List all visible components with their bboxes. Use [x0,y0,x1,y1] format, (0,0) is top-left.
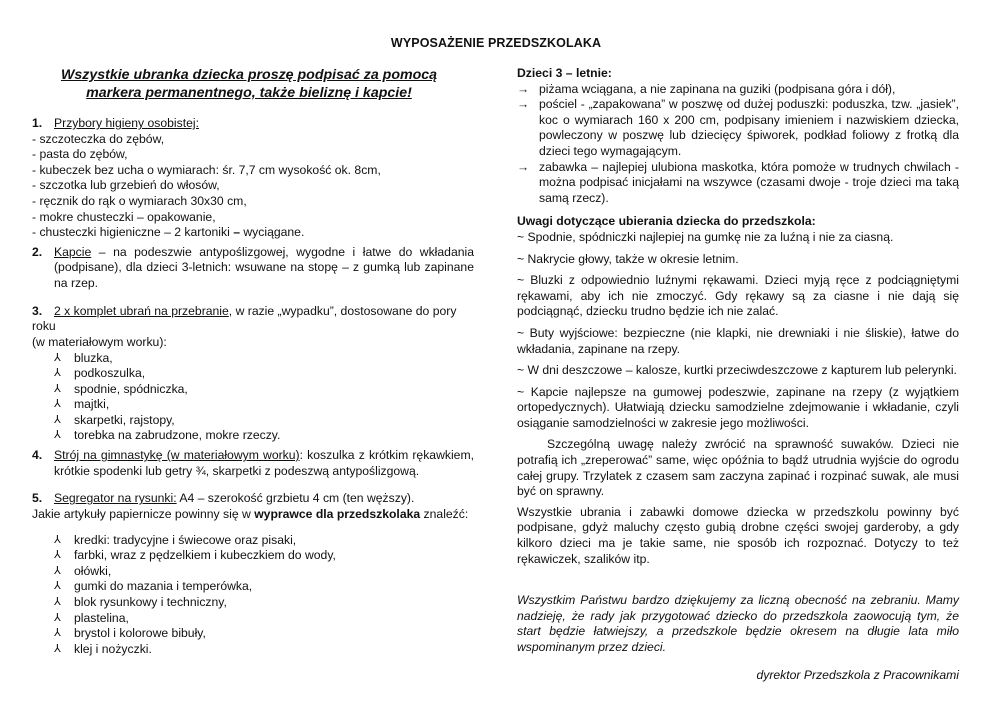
triangle-bullet-icon: ⅄ [54,580,61,593]
list-item [54,533,474,549]
list-item: - mokre chusteczki – opakowanie, [32,209,216,224]
section-slippers: 2. Kapcie – na podeszwie antypoślizgowej, wygodne i łatwe do wkładania (podpisane), dla dzieci 3-letnich: wsuwane na stopę – z gumką lub zapinane na rzep. [32,244,474,290]
list-item: - szczoteczka do zębów, [32,131,165,146]
arrow-bullet-icon: → [517,159,530,174]
note-item: ~ Buty wyjściowe: bezpieczne (nie klapki, nie drewniaki i nie śliskie), łatwe do wkładania, zapinane na rzepy. [517,325,959,356]
section-clothes: 3. 2 x komplet ubrań na przebranie, w razie „wypadku”, dostosowane do pory roku (w materiałowym worku): ⅄ bluzka, ⅄ podkoszulka, ⅄ spodnie, spódniczka, ⅄ majtki, ⅄ skarpetki, rajstopy, ⅄ torebka na zabrudzone, mokre rzeczy. [32,304,474,444]
nap-items-list [517,82,959,207]
triangle-bullet-icon: ⅄ [54,398,61,411]
stationery-list [32,533,474,658]
arrow-bullet-icon: → [517,97,530,112]
triangle-bullet-icon: ⅄ [54,627,61,640]
list-item-text: pościel - „zapakowana” w poszwę od dużej poduszki: poduszka, tzw. „jasiek”, koc o wymiarach 160 x 200 cm, podpisany imieniem i nazwiskiem dziecka, powleczony w poszwę lub dziecięcy śpiworek, podkład foliowy z frotką dla dzieci tego wymagającym. [539,97,959,158]
list-item [54,642,474,658]
dressing-notes [517,230,959,432]
triangle-bullet-icon: ⅄ [54,642,61,655]
notes-heading: Uwagi dotyczące ubierania dziecka do przedszkola: [517,214,816,229]
list-item-text: bluzka, [74,350,113,365]
list-item: - szczotka lub grzebień do włosów, [32,178,220,193]
list-item [517,160,959,207]
list-item [54,413,474,429]
hygiene-list [32,132,474,226]
triangle-bullet-icon: ⅄ [54,367,61,380]
section-heading: Przybory higieny osobistej: [54,116,199,130]
clothes-list [32,351,474,445]
list-item [54,579,474,595]
list-item: - ręcznik do rąk o wymiarach 30x30 cm, [32,193,247,208]
triangle-bullet-icon: ⅄ [54,564,61,577]
list-item [54,382,474,398]
list-item [54,366,474,382]
list-item [54,595,474,611]
list-item-text: skarpetki, rajstopy, [74,412,175,427]
list-item [54,351,474,367]
list-item [54,428,474,444]
list-item-text: blok rysunkowy i techniczny, [74,595,227,609]
triangle-bullet-icon: ⅄ [54,382,61,395]
list-item [517,82,959,98]
section-number: 1. [32,116,43,130]
list-item-text: klej i nożyczki. [74,641,152,656]
thanks-paragraph: Wszystkim Państwu bardzo dziękujemy za liczną obecność na zebraniu. Mamy nadzieję, że rady jak przygotować dziecko do przedszkola zaowocują tym, że start będzie łatwiejszy, a przedszkole będzie okresem na długie lata miło wspominanym przez dzieci. [517,593,959,654]
section-heading: Strój na gimnastykę (w materiałowym worku) [54,448,300,463]
list-item: - kubeczek bez ucha o wymiarach: śr. 7,7 cm wysokość ok. 8cm, [32,162,381,177]
list-item-text: spodnie, spódniczka, [74,381,188,396]
list-item-text: farbki, wraz z pędzelkiem i kubeczkiem do wody, [74,548,336,563]
list-item [54,397,474,413]
list-item [54,548,474,564]
section-heading: 2 x komplet ubrań na przebranie [54,303,229,318]
notice-heading: Wszystkie ubranka dziecka proszę podpisać za pomocą markera permanentnego, także bieliznę i kapcie! [60,67,438,101]
list-item [54,611,474,627]
list-item [54,626,474,642]
triangle-bullet-icon: ⅄ [54,351,61,364]
list-item-text: torebka na zabrudzone, mokre rzeczy. [74,428,281,443]
triangle-bullet-icon: ⅄ [54,413,61,426]
section-heading: Kapcie [54,244,92,259]
note-item: ~ Nakrycie głowy, także w okresie letnim. [517,251,739,266]
triangle-bullet-icon: ⅄ [54,549,61,562]
articles-intro: Jakie artykuły papiernicze powinny się w wyprawce dla przedszkolaka znaleźć: [32,507,469,522]
list-item [517,97,959,159]
list-item-text: majtki, [74,397,110,412]
list-item [54,564,474,580]
triangle-bullet-icon: ⅄ [54,611,61,624]
page-title: WYPOSAŻENIE PRZEDSZKOLAKA [390,36,602,50]
list-item-text: plastelina, [74,610,129,625]
arrow-bullet-icon: → [517,81,530,96]
section-gym: 4. Strój na gimnastykę (w materiałowym worku): koszulka z krótkim rękawkiem, krótkie spodenki lub getry ¾, skarpetki z podeszwą antypoślizgową. [32,448,474,478]
note-item: ~ Bluzki z odpowiednio luźnymi rękawami. Dzieci myją ręce z podciągniętymi rękawami, aby ich nie zmoczyć. Gdy rękawy są za ciasne i nie dają się podciągnąć, dziecku trudno będzie ich nie zalać. [517,273,959,319]
section-folder: 5. Segregator na rysunki: A4 – szerokość grzbietu 4 cm (ten węższy). [32,491,415,506]
list-item-text: ołówki, [74,563,112,578]
list-item-text: kredki: tradycyjne i świecowe oraz pisaki, [74,532,297,547]
zipper-paragraph: Szczególną uwagę należy zwrócić na sprawność suwaków. Dzieci nie potrafią ich „zreperować” same, więc opóźnia to bądź utrudnia wyjście do ogrodu całej grupy. Trzylatek z czasem sam zaczyna zapinać i rozpinać suwak, ale musi być on sprawny. [517,437,959,499]
list-item-text: podkoszulka, [74,366,146,381]
list-item-text: zabawka – najlepiej ulubiona maskotka, która pomoże w trudnych chwilach - można podpisać inicjałami na wszywce (czasami dwoje - troje dzieci ma taką samą rzecz). [539,159,959,205]
kids-heading: Dzieci 3 – letnie: [517,66,612,80]
list-item-text: brystol i kolorowe bibuły, [74,626,206,641]
section-heading: Segregator na rysunki: [54,491,177,506]
list-item: - chusteczki higieniczne – 2 kartoniki – wyciągane. [32,225,305,240]
note-item: ~ W dni deszczowe – kalosze, kurtki przeciwdeszczowe z kapturem lub pelerynki. [517,363,957,378]
triangle-bullet-icon: ⅄ [54,596,61,608]
list-item-text: gumki do mazania i temperówka, [74,579,253,594]
note-item: ~ Kapcie najlepsze na gumowej podeszwie, zapinane na rzepy (z wyjątkiem ortopedycznych). Ułatwiają dziecku samodzielne zdejmowanie i wkładanie, czyli osiąganie samodzielności w zakresie jego możliwości. [517,384,959,430]
labels-paragraph: Wszystkie ubrania i zabawki domowe dziecka w przedszkolu powinny być podpisane, gdyż maluchy często gubią drobne części swojej garderoby, a gdy kilkoro dzieci ma je takie same, nie sposób ich rozpoznać. Dotyczy to też rękawiczek, szalików itp. [517,504,959,566]
list-item-text: piżama wciągana, a nie zapinana na guziki (podpisana góra i dół), [539,81,896,96]
triangle-bullet-icon: ⅄ [54,429,61,442]
note-item: ~ Spodnie, spódniczki najlepiej na gumkę nie za luźną i nie za ciasną. [517,229,894,244]
list-item: - pasta do zębów, [32,147,128,162]
left-column [32,66,474,657]
signature: dyrektor Przedszkola z Pracownikami [756,667,959,682]
right-column [517,66,959,696]
triangle-bullet-icon: ⅄ [54,533,61,546]
section-hygiene [32,116,474,241]
